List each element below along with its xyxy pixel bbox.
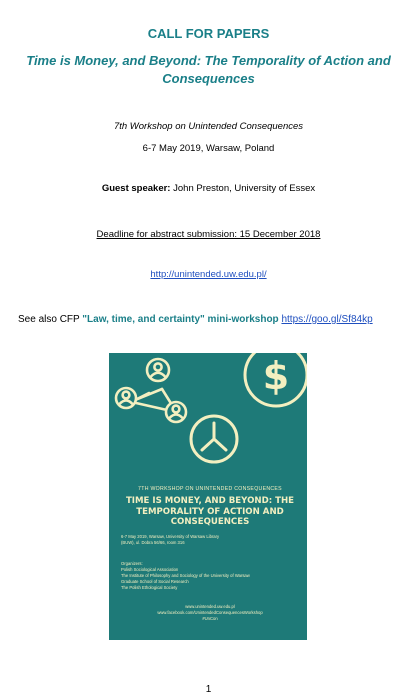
cfp-title: Time is Money, and Beyond: The Temporality of Action and Consequences — [26, 53, 391, 86]
svg-text:$: $ — [262, 354, 290, 398]
poster-illustration — [109, 353, 307, 488]
see-also-line — [18, 314, 417, 325]
clock-icon — [191, 416, 237, 462]
poster-detail-line: (BUW), ul. Dobra 56/66, room 316 — [121, 540, 185, 545]
website-link[interactable]: http://unintended.uw.edu.pl/ — [150, 269, 267, 280]
poster-organizer: The Institute of Philosophy and Sociology of the University of Warsaw — [121, 573, 250, 578]
cfp-heading: CALL FOR PAPERS — [147, 26, 270, 41]
workshop-dates: 6-7 May 2019, Warsaw, Poland — [142, 143, 275, 154]
poster-organizer: The Polish Ethological Society — [121, 585, 178, 590]
poster-link: www.unintended.uw.edu.pl — [185, 604, 235, 609]
mini-workshop-link[interactable]: https://goo.gl/Sf84kp — [281, 314, 373, 325]
poster-hashtag: #UnCon — [202, 616, 218, 621]
workshop-name: 7th Workshop on Unintended Consequences — [113, 121, 304, 132]
poster-organizer: Graduate School of Social Research — [121, 579, 189, 584]
poster-links — [121, 604, 299, 622]
poster-detail-line: 6-7 May 2019, Warsaw, University of Warsaw Library — [121, 534, 220, 539]
poster-title: TIME IS MONEY, AND BEYOND: THE TEMPORALITY OF ACTION AND CONSEQUENCES — [125, 496, 295, 527]
guest-speaker-label: Guest speaker: — [101, 183, 171, 194]
poster-organizer: Polish Sociological Association — [121, 567, 179, 572]
poster-organizers-label: Organizers: — [121, 561, 143, 566]
poster-organizers — [121, 561, 299, 591]
network-people-icon — [116, 359, 186, 422]
page-number: 1 — [205, 684, 212, 695]
deadline-text: Deadline for abstract submission: 15 December 2018 — [96, 229, 321, 240]
see-also-prefix: See also CFP — [18, 314, 83, 325]
workshop-poster — [109, 353, 307, 640]
guest-speaker — [0, 183, 417, 194]
poster-series: 7TH WORKSHOP ON UNINTENDED CONSEQUENCES — [138, 486, 282, 492]
poster-details — [121, 534, 299, 546]
mini-workshop-title: "Law, time, and certainty" mini-workshop — [82, 314, 279, 325]
poster-link: www.facebook.com/UnintendedConsequencesWorkshop — [157, 610, 263, 615]
guest-speaker-name: John Preston, University of Essex — [173, 183, 316, 194]
dollar-coin-icon — [245, 353, 307, 406]
